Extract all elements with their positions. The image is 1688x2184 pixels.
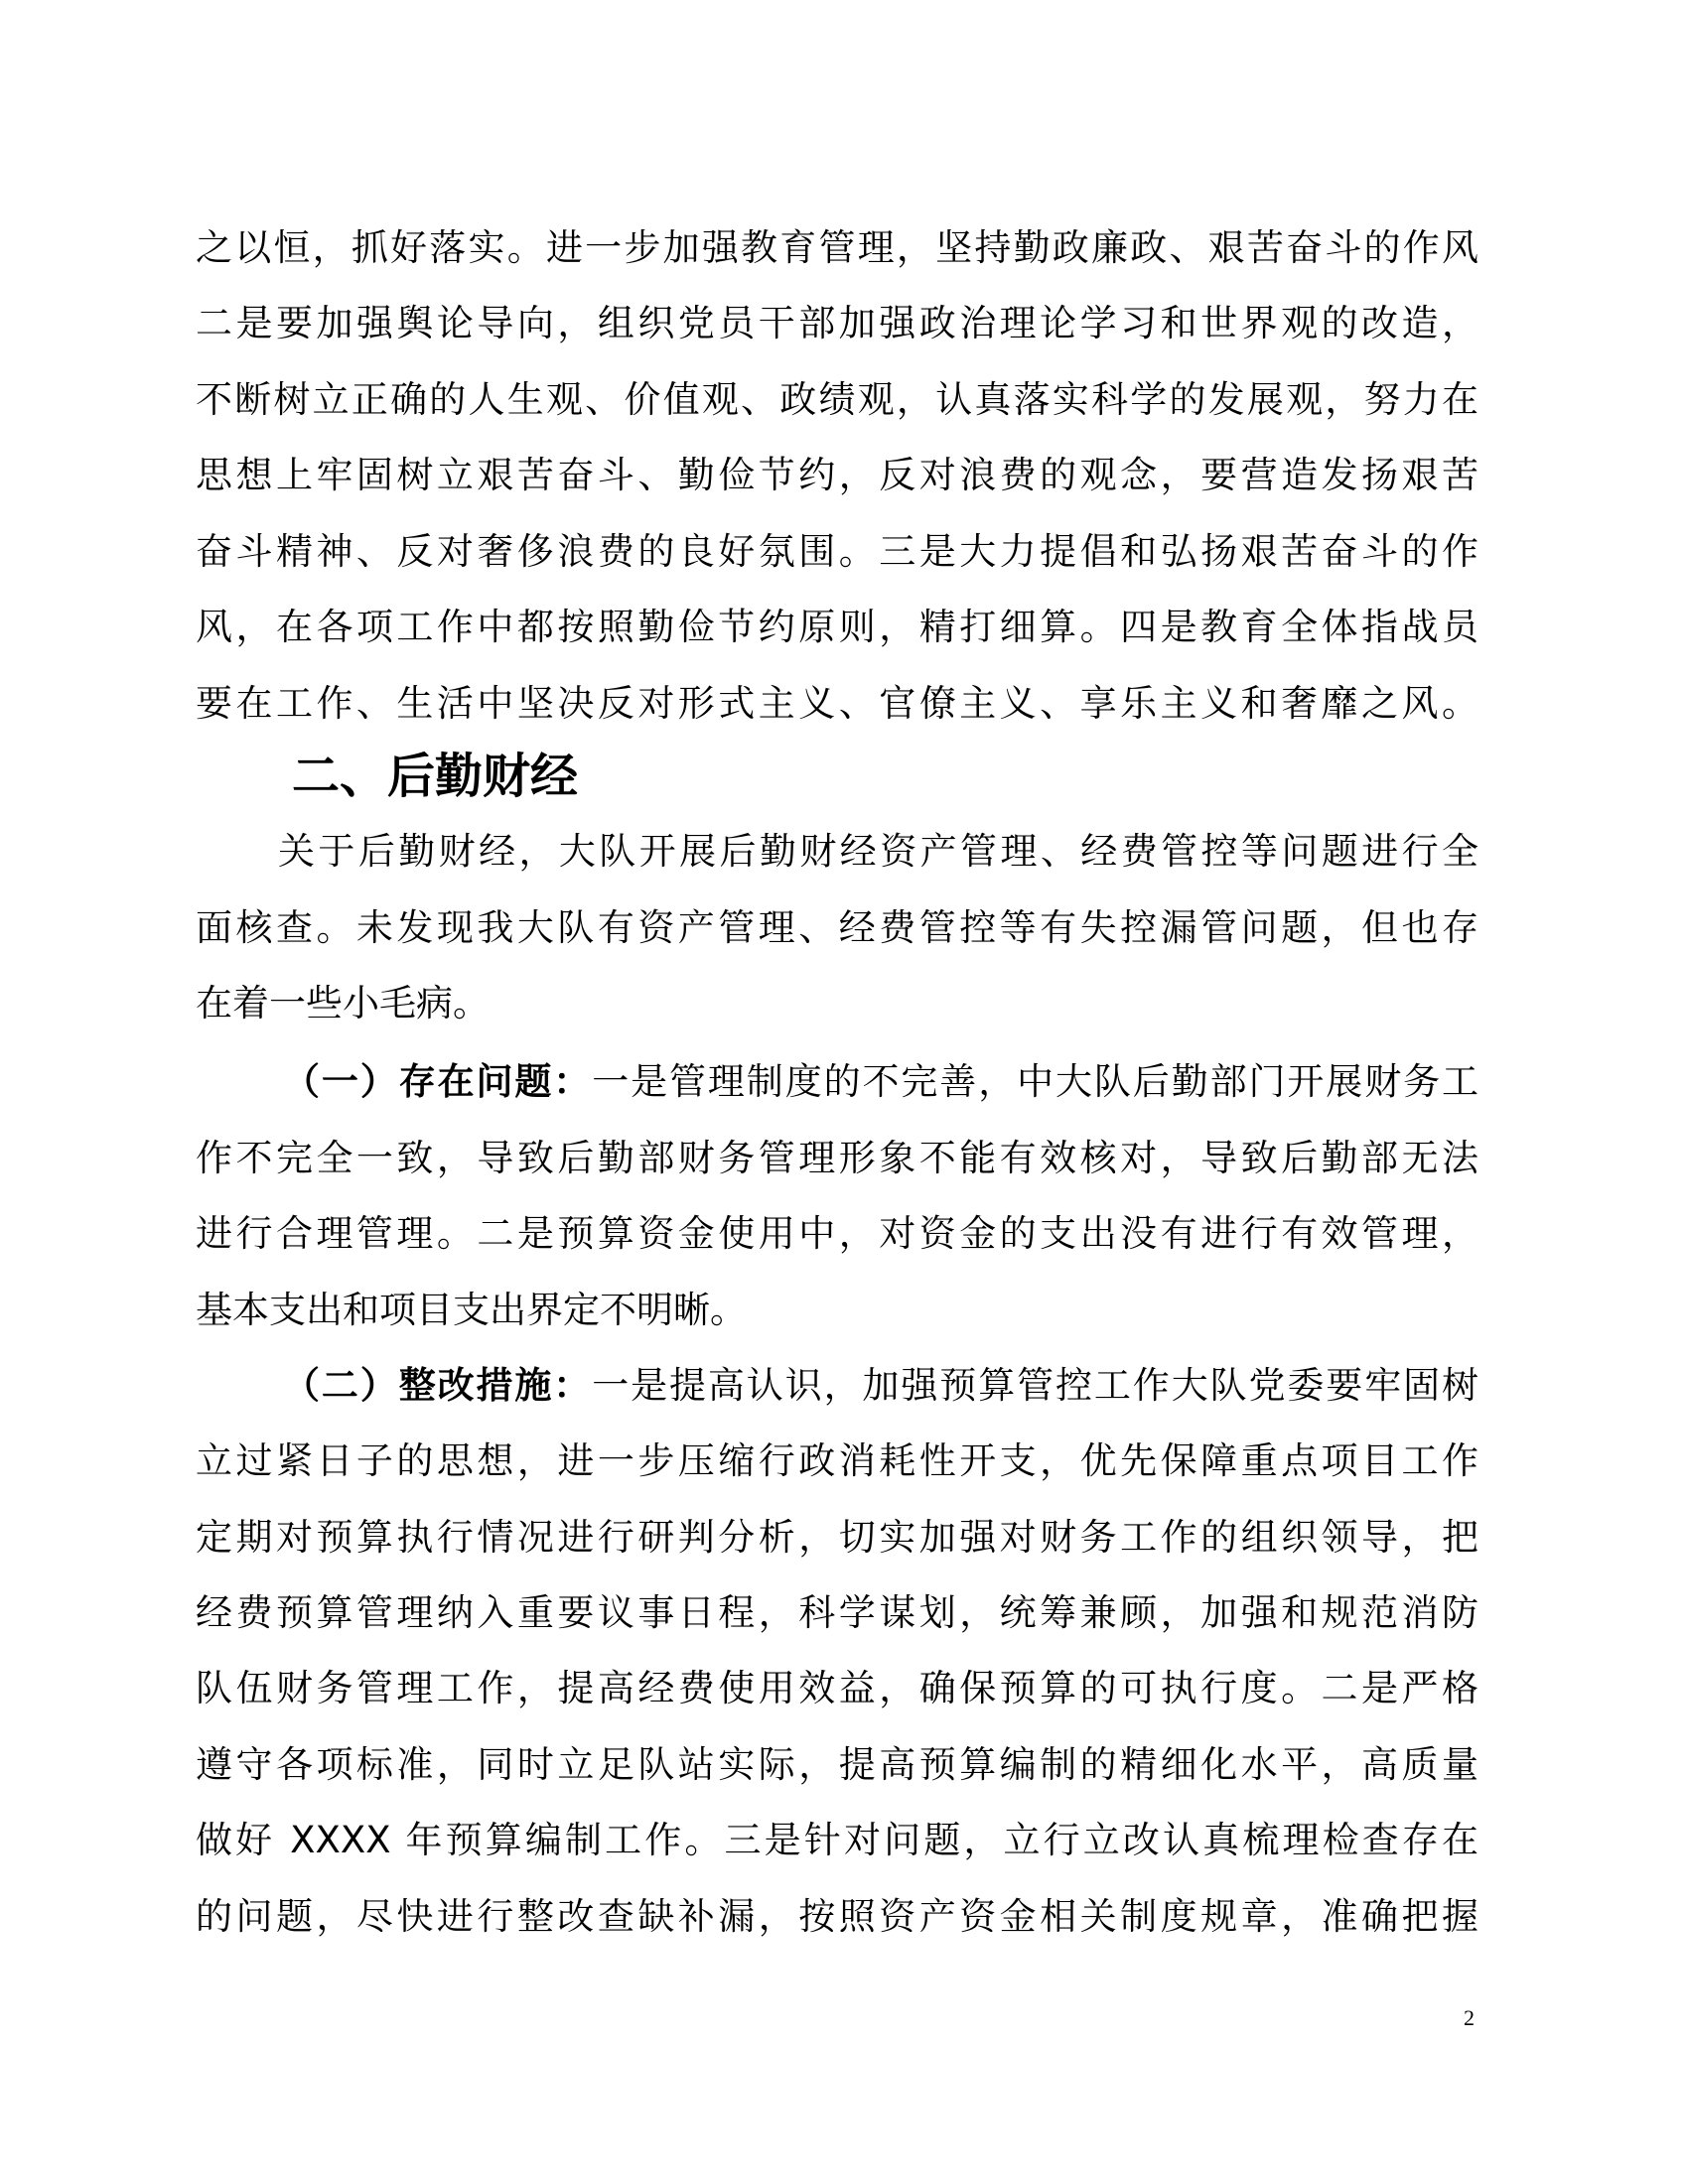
paragraph-line: 二是要加强舆论导向，组织党员干部加强政治理论学习和世界观的改造， bbox=[196, 302, 1478, 344]
paragraph-line: 思想上牢固树立艰苦奋斗、勤俭节约，反对浪费的观念，要营造发扬艰苦 bbox=[196, 454, 1478, 496]
subsection-label: （一）存在问题： bbox=[283, 1060, 593, 1103]
page-number: 2 bbox=[1464, 2005, 1475, 2030]
paragraph-line: 奋斗精神、反对奢侈浪费的良好氛围。三是大力提倡和弘扬艰苦奋斗的作 bbox=[196, 530, 1478, 573]
section-heading: 二、后勤财经 bbox=[292, 749, 579, 804]
paragraph-line: 风，在各项工作中都按照勤俭节约原则，精打细算。四是教育全体指战员 bbox=[196, 606, 1478, 648]
paragraph-line: 经费预算管理纳入重要议事日程，科学谋划，统筹兼顾，加强和规范消防 bbox=[196, 1591, 1478, 1634]
paragraph-line: 定期对预算执行情况进行研判分析，切实加强对财务工作的组织领导，把 bbox=[196, 1516, 1478, 1559]
paragraph-line: 要在工作、生活中坚决反对形式主义、官僚主义、享乐主义和奢靡之风。 bbox=[196, 682, 1478, 725]
paragraph-line: 遵守各项标准，同时立足队站实际，提高预算编制的精细化水平，高质量 bbox=[196, 1743, 1478, 1786]
paragraph-text: 一是管理制度的不完善，中大队后勤部门开展财务工 bbox=[592, 1060, 1479, 1103]
paragraph-text: 一是提高认识，加强预算管控工作大队党委要牢固树 bbox=[592, 1364, 1479, 1407]
paragraph-line: 进行合理管理。二是预算资金使用中，对资金的支出没有进行有效管理， bbox=[196, 1212, 1478, 1255]
paragraph-line bbox=[283, 1348, 1478, 1424]
paragraph-line: 在着一些小毛病。 bbox=[196, 982, 490, 1024]
paragraph-line: 作不完全一致，导致后勤部财务管理形象不能有效核对，导致后勤部无法 bbox=[196, 1137, 1478, 1179]
paragraph-line: 不断树立正确的人生观、价值观、政绩观，认真落实科学的发展观，努力在 bbox=[196, 378, 1478, 421]
paragraph-line: 队伍财务管理工作，提高经费使用效益，确保预算的可执行度。二是严格 bbox=[196, 1667, 1478, 1709]
paragraph-line: 基本支出和项目支出界定不明晰。 bbox=[196, 1289, 747, 1331]
paragraph-line bbox=[283, 1044, 1478, 1120]
paragraph-line: 面核查。未发现我大队有资产管理、经费管控等有失控漏管问题，但也存 bbox=[196, 906, 1478, 949]
paragraph-line: 之以恒，抓好落实。进一步加强教育管理，坚持勤政廉政、艰苦奋斗的作风 bbox=[196, 226, 1478, 269]
paragraph-line: 关于后勤财经，大队开展后勤财经资产管理、经费管控等问题进行全 bbox=[278, 830, 1478, 873]
subsection-label: （二）整改措施： bbox=[283, 1364, 593, 1407]
paragraph-line: 的问题，尽快进行整改查缺补漏，按照资产资金相关制度规章，准确把握 bbox=[196, 1895, 1478, 1938]
paragraph-line: 立过紧日子的思想，进一步压缩行政消耗性开支，优先保障重点项目工作 bbox=[196, 1439, 1478, 1482]
paragraph-line: 做好 XXXX 年预算编制工作。三是针对问题，立行立改认真梳理检查存在 bbox=[196, 1819, 1478, 1861]
